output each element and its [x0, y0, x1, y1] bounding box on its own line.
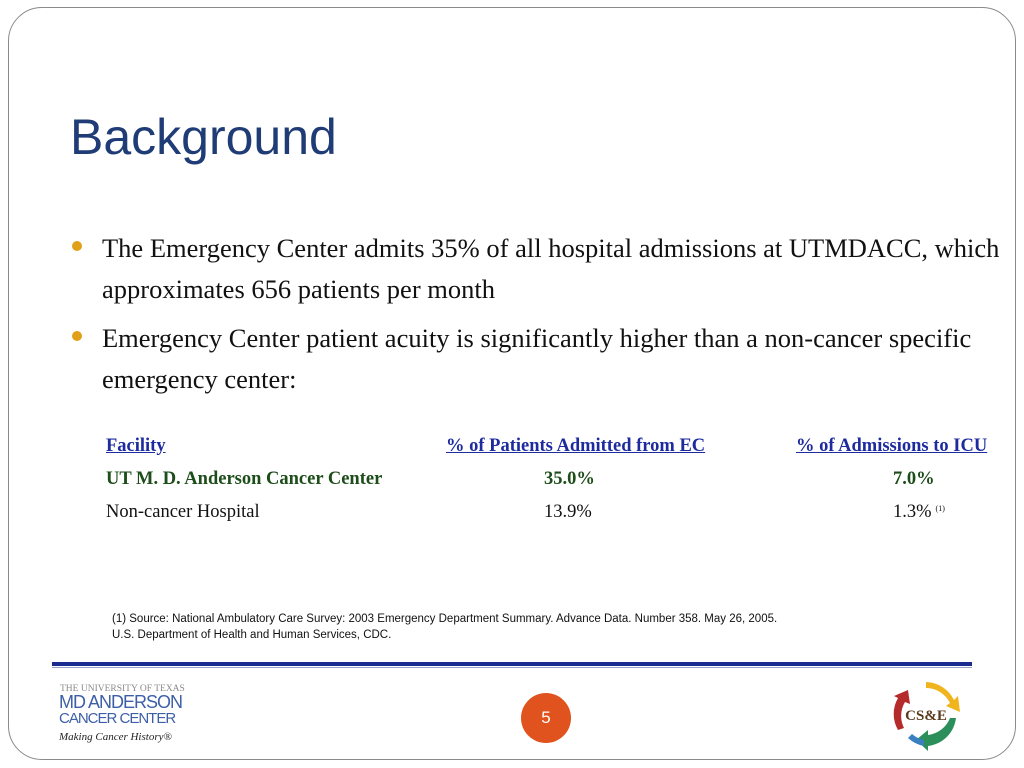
cell-admitted-from-ec: 13.9% — [544, 502, 592, 522]
cell-facility: Non-cancer Hospital — [106, 502, 260, 522]
page-number-badge: 5 — [521, 693, 571, 743]
header-admitted-from-ec: % of Patients Admitted from EC — [446, 436, 706, 456]
slide-title: Background — [70, 109, 337, 165]
footer-divider-shadow — [52, 667, 972, 668]
header-facility: Facility — [106, 436, 166, 456]
footnote-line: (1) Source: National Ambulatory Care Survey: 2003 Emergency Department Summary. Advance Data. Number 358. May 26, 2005. — [112, 613, 778, 625]
logo-line3: CANCER CENTER — [59, 710, 176, 727]
logo-tagline: Making Cancer History® — [59, 731, 172, 743]
bullet-item — [72, 318, 1007, 400]
bullet-dot-icon — [72, 241, 82, 251]
bullet-item — [72, 228, 1007, 310]
cse-logo — [888, 676, 964, 752]
source-footnote — [112, 611, 777, 643]
md-anderson-logo — [58, 680, 208, 745]
table-row — [106, 463, 1006, 496]
bullet-text: Emergency Center patient acuity is significantly higher than a non-cancer specific emergency center: — [102, 323, 972, 394]
footnote-line: U.S. Department of Health and Human Services, CDC. — [112, 629, 392, 641]
footer-divider — [52, 662, 972, 666]
acuity-table — [106, 430, 1006, 529]
logo-line2: MD ANDERSON — [59, 692, 183, 712]
cell-value: 1.3% — [893, 502, 932, 522]
cell-admitted-from-ec: 35.0% — [544, 469, 595, 489]
cell-facility: UT M. D. Anderson Cancer Center — [106, 469, 383, 489]
cell-admissions-to-icu: 7.0% — [893, 469, 935, 489]
table-header-row — [106, 430, 1006, 463]
header-admissions-to-icu: % of Admissions to ICU — [796, 436, 988, 456]
table-row — [106, 496, 1006, 529]
logo-line1: THE UNIVERSITY OF TEXAS — [60, 684, 185, 694]
footnote-marker: (1) — [935, 504, 945, 513]
bullet-list — [72, 228, 1007, 408]
logo-cse-text: CS&E — [905, 708, 947, 724]
cell-admissions-to-icu — [796, 496, 1006, 529]
bullet-dot-icon — [72, 331, 82, 341]
bullet-text: The Emergency Center admits 35% of all hospital admissions at UTMDACC, which approximates 656 patients per month — [102, 233, 1000, 304]
